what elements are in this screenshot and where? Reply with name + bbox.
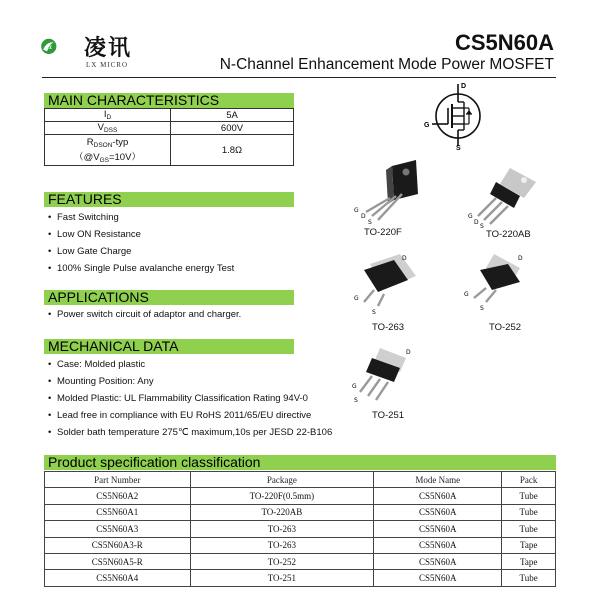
pin-label-g: G bbox=[468, 213, 473, 220]
pin-label-s: S bbox=[480, 305, 484, 312]
pin-label-g: G bbox=[352, 383, 357, 390]
table-row bbox=[45, 570, 556, 586]
cell: Tape bbox=[502, 553, 556, 569]
pin-label-s: S bbox=[480, 223, 484, 228]
to220f-package-image bbox=[352, 158, 432, 224]
table-row bbox=[45, 521, 556, 537]
package-label-to220ab: TO-220AB bbox=[486, 229, 531, 240]
cell: Tube bbox=[502, 504, 556, 520]
cell: CS5N60A bbox=[374, 553, 502, 569]
applications-list bbox=[48, 308, 241, 322]
logo-text-en: LX MICRO bbox=[86, 61, 129, 69]
pin-label-d: D bbox=[518, 255, 523, 262]
cell: TO-263 bbox=[190, 521, 374, 537]
logo-text-cn: 凌讯 bbox=[84, 35, 133, 61]
cell: CS5N60A bbox=[374, 488, 502, 504]
list-item: • Case: Molded plastic bbox=[48, 356, 332, 373]
table-header-row bbox=[45, 472, 556, 488]
package-label-to263: TO-263 bbox=[372, 322, 405, 333]
cell: CS5N60A5-R bbox=[45, 553, 191, 569]
cell: CS5N60A1 bbox=[45, 504, 191, 520]
package-label-to251: TO-251 bbox=[372, 410, 405, 421]
pin-label-d: D bbox=[402, 255, 407, 262]
pin-label-s: S bbox=[368, 219, 372, 224]
list-item: • Molded Plastic: UL Flammability Classification Rating 94V-0 bbox=[48, 390, 332, 407]
mechanical-list bbox=[48, 356, 332, 441]
col-package: Package bbox=[190, 472, 374, 488]
cell: Tube bbox=[502, 488, 556, 504]
table-row bbox=[45, 537, 556, 553]
cell: TO-263 bbox=[190, 537, 374, 553]
param-rdson: $R_{DSON}$-typ $(@V_{GS}=10V)$ bbox=[45, 135, 171, 166]
value-id: 5A bbox=[171, 109, 294, 122]
col-mode-name: Mode Name bbox=[374, 472, 502, 488]
pin-label-g: G bbox=[354, 207, 359, 214]
pin-label-d: D bbox=[474, 219, 479, 226]
param-vdss: $V_{DSS}$ bbox=[45, 122, 171, 135]
pin-label-g: G bbox=[464, 291, 469, 298]
main-characteristics-table bbox=[44, 108, 294, 166]
table-row bbox=[45, 504, 556, 520]
cell: TO-220AB bbox=[190, 504, 374, 520]
col-part-number: Part Number bbox=[45, 472, 191, 488]
list-item: • 100% Single Pulse avalanche energy Test bbox=[48, 260, 234, 277]
package-label-to220f: TO-220F bbox=[364, 227, 402, 238]
list-item: • Low Gate Charge bbox=[48, 243, 234, 260]
features-heading: FEATURES bbox=[44, 192, 294, 207]
table-row bbox=[45, 122, 294, 135]
list-item: • Fast Switching bbox=[48, 209, 234, 226]
cell: TO-252 bbox=[190, 553, 374, 569]
pin-label-s: S bbox=[372, 309, 376, 316]
applications-heading: APPLICATIONS bbox=[44, 290, 294, 305]
to251-package-image bbox=[350, 342, 420, 404]
cell: CS5N60A bbox=[374, 570, 502, 586]
symbol-label-s: S bbox=[456, 145, 461, 152]
list-item: • Solder bath temperature 275℃ maximum,10s per JESD 22-B106 bbox=[48, 424, 332, 441]
cell: CS5N60A bbox=[374, 521, 502, 537]
table-row bbox=[45, 553, 556, 569]
param-id: $I_D$ bbox=[45, 109, 171, 122]
table-row bbox=[45, 488, 556, 504]
package-label-to252: TO-252 bbox=[489, 322, 522, 333]
pin-label-g: G bbox=[354, 295, 359, 302]
cell: CS5N60A3 bbox=[45, 521, 191, 537]
svg-text:LX: LX bbox=[45, 44, 53, 51]
table-row bbox=[45, 135, 294, 166]
to220ab-package-image bbox=[466, 164, 546, 228]
part-number-title: CS5N60A bbox=[454, 30, 554, 55]
to263-package-image bbox=[350, 250, 420, 316]
features-list bbox=[48, 209, 234, 277]
cell: CS5N60A2 bbox=[45, 488, 191, 504]
list-item: • Low ON Resistance bbox=[48, 226, 234, 243]
cell: Tube bbox=[502, 521, 556, 537]
table-row bbox=[45, 109, 294, 122]
cell: TO-220F(0.5mm) bbox=[190, 488, 374, 504]
cell: CS5N60A4 bbox=[45, 570, 191, 586]
cell: CS5N60A bbox=[374, 504, 502, 520]
col-pack: Pack bbox=[502, 472, 556, 488]
spec-table bbox=[44, 471, 556, 587]
main-characteristics-heading: MAIN CHARACTERISTICS bbox=[44, 93, 294, 108]
spec-heading: Product specification classification bbox=[44, 455, 556, 470]
to252-package-image bbox=[460, 250, 534, 312]
mosfet-symbol bbox=[418, 80, 498, 152]
cell: Tube bbox=[502, 570, 556, 586]
cell: CS5N60A bbox=[374, 537, 502, 553]
value-vdss: 600V bbox=[171, 122, 294, 135]
cell: CS5N60A3-R bbox=[45, 537, 191, 553]
mechanical-data-heading: MECHANICAL DATA bbox=[44, 339, 294, 354]
pin-label-d: D bbox=[406, 349, 411, 356]
header-divider bbox=[42, 77, 556, 78]
cell: TO-251 bbox=[190, 570, 374, 586]
value-rdson: 1.8Ω bbox=[171, 135, 294, 166]
company-logo bbox=[40, 26, 84, 70]
pin-label-d: D bbox=[361, 213, 366, 220]
symbol-label-g: G bbox=[424, 122, 430, 129]
pin-label-s: S bbox=[354, 397, 358, 404]
list-item: • Power switch circuit of adaptor and charger. bbox=[48, 308, 241, 322]
list-item: • Lead free in compliance with EU RoHS 2011/65/EU directive bbox=[48, 407, 332, 424]
symbol-label-d: D bbox=[461, 83, 467, 90]
device-subtitle: N-Channel Enhancement Mode Power MOSFET bbox=[219, 56, 554, 73]
cell: Tape bbox=[502, 537, 556, 553]
list-item: • Mounting Position: Any bbox=[48, 373, 332, 390]
